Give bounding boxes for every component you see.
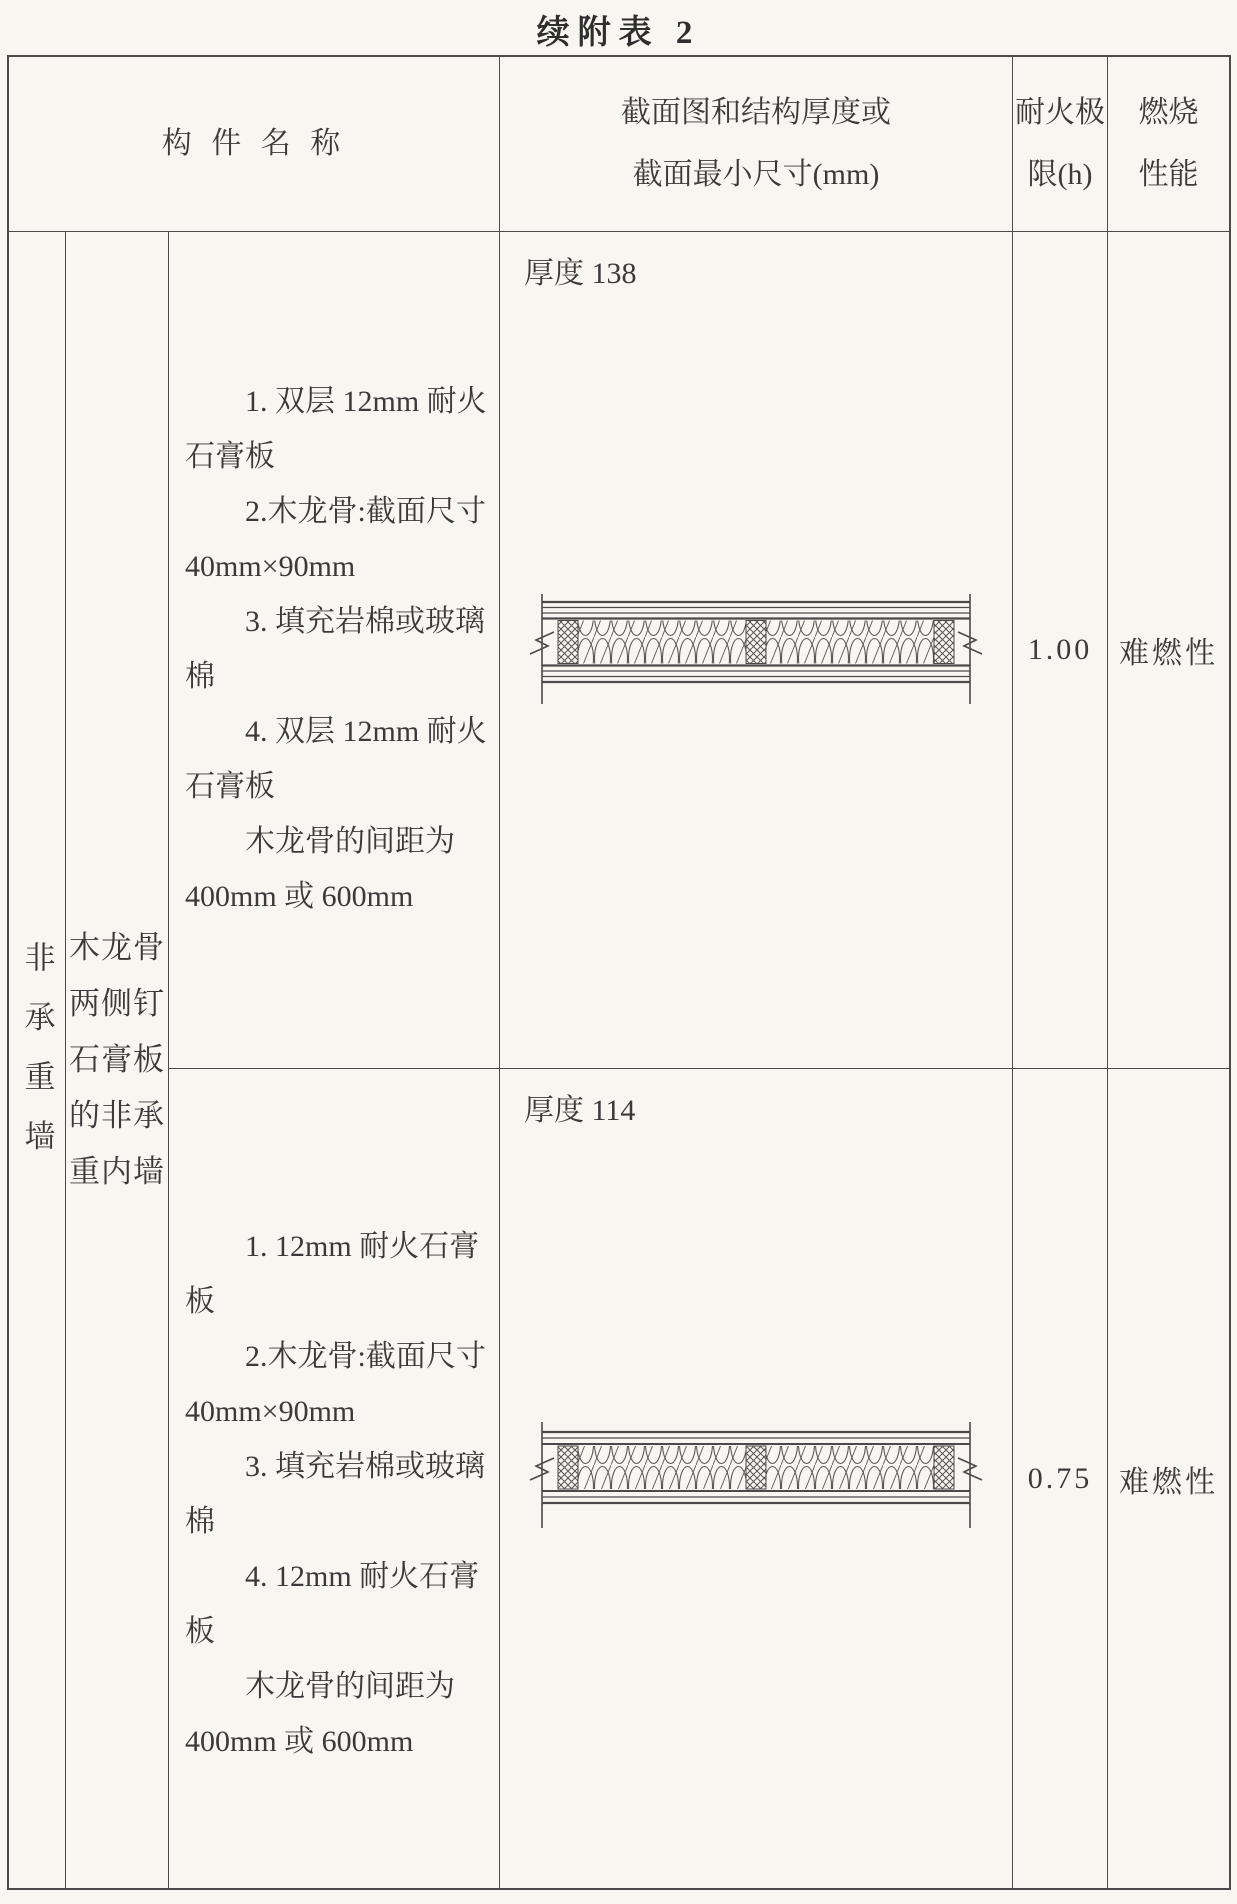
- wood-stud: [934, 621, 954, 664]
- header-combustion: [1108, 57, 1229, 232]
- header-section-line1: 截面图和结构厚度或: [621, 96, 891, 129]
- table-row-2-combustion: [1108, 1069, 1229, 1888]
- header-combustion-line1: 燃烧: [1138, 96, 1199, 129]
- wood-stud: [746, 621, 766, 664]
- table-row-2-diagram-cell: [500, 1069, 1013, 1888]
- detail-item: 2.木龙骨:截面尺寸 40mm×90mm: [185, 1340, 486, 1428]
- subcategory-cell: [66, 232, 169, 1888]
- fire-resistance-table: [7, 55, 1231, 1890]
- page-title: 续附表 2: [536, 15, 701, 51]
- detail-item: 2.木龙骨:截面尺寸 40mm×90mm: [185, 495, 486, 583]
- fire-limit-value: 0.75: [1027, 1461, 1093, 1495]
- wall-section-diagram: [526, 594, 986, 706]
- header-component-name-label: 构 件 名 称: [161, 127, 347, 160]
- detail-item: 4. 12mm 耐火石膏板: [185, 1560, 480, 1648]
- detail-item: 木龙骨的间距为 400mm 或 600mm: [185, 1670, 455, 1758]
- wood-stud: [746, 1446, 766, 1489]
- detail-item: 3. 填充岩棉或玻璃棉: [185, 1450, 485, 1538]
- detail-item: 4. 双层 12mm 耐火石膏板: [185, 715, 487, 803]
- header-fire-line2: 限(h): [1027, 158, 1093, 191]
- table-row-1-combustion: [1108, 232, 1229, 1069]
- header-section-line2: 截面最小尺寸(mm): [632, 158, 880, 191]
- category-label: 非承重墙: [19, 940, 55, 1180]
- subcategory-label: 木龙骨两侧钉石膏板的非承重内墙: [69, 930, 165, 1189]
- detail-item: 3. 填充岩棉或玻璃棉: [185, 605, 485, 693]
- wood-stud: [934, 1446, 954, 1489]
- wood-stud: [558, 621, 578, 664]
- thickness-label: 厚度 114: [524, 1094, 636, 1127]
- thickness-label: 厚度 138: [524, 257, 637, 290]
- wall-section-diagram: [526, 1422, 986, 1530]
- detail-item: 木龙骨的间距为 400mm 或 600mm: [185, 825, 455, 913]
- combustion-value: 难燃性: [1119, 1465, 1218, 1499]
- header-fire-limit: [1013, 57, 1108, 232]
- table-row-1-fire-limit: [1013, 232, 1108, 1069]
- combustion-value: 难燃性: [1119, 637, 1218, 670]
- detail-item: 1. 双层 12mm 耐火石膏板: [185, 385, 487, 473]
- detail-item: 1. 12mm 耐火石膏板: [185, 1230, 480, 1318]
- header-combustion-line2: 性能: [1138, 158, 1199, 191]
- table-row-1-description: [169, 232, 500, 1069]
- header-fire-line1: 耐火极: [1015, 96, 1105, 129]
- header-component-name: [9, 57, 500, 232]
- fire-limit-value: 1.00: [1027, 633, 1093, 666]
- table-row-1-diagram-cell: [500, 232, 1013, 1069]
- category-cell: [9, 232, 66, 1888]
- wood-stud: [558, 1446, 578, 1489]
- table-row-2-fire-limit: [1013, 1069, 1108, 1888]
- header-section-thickness: [500, 57, 1013, 232]
- table-row-2-description: [169, 1069, 500, 1888]
